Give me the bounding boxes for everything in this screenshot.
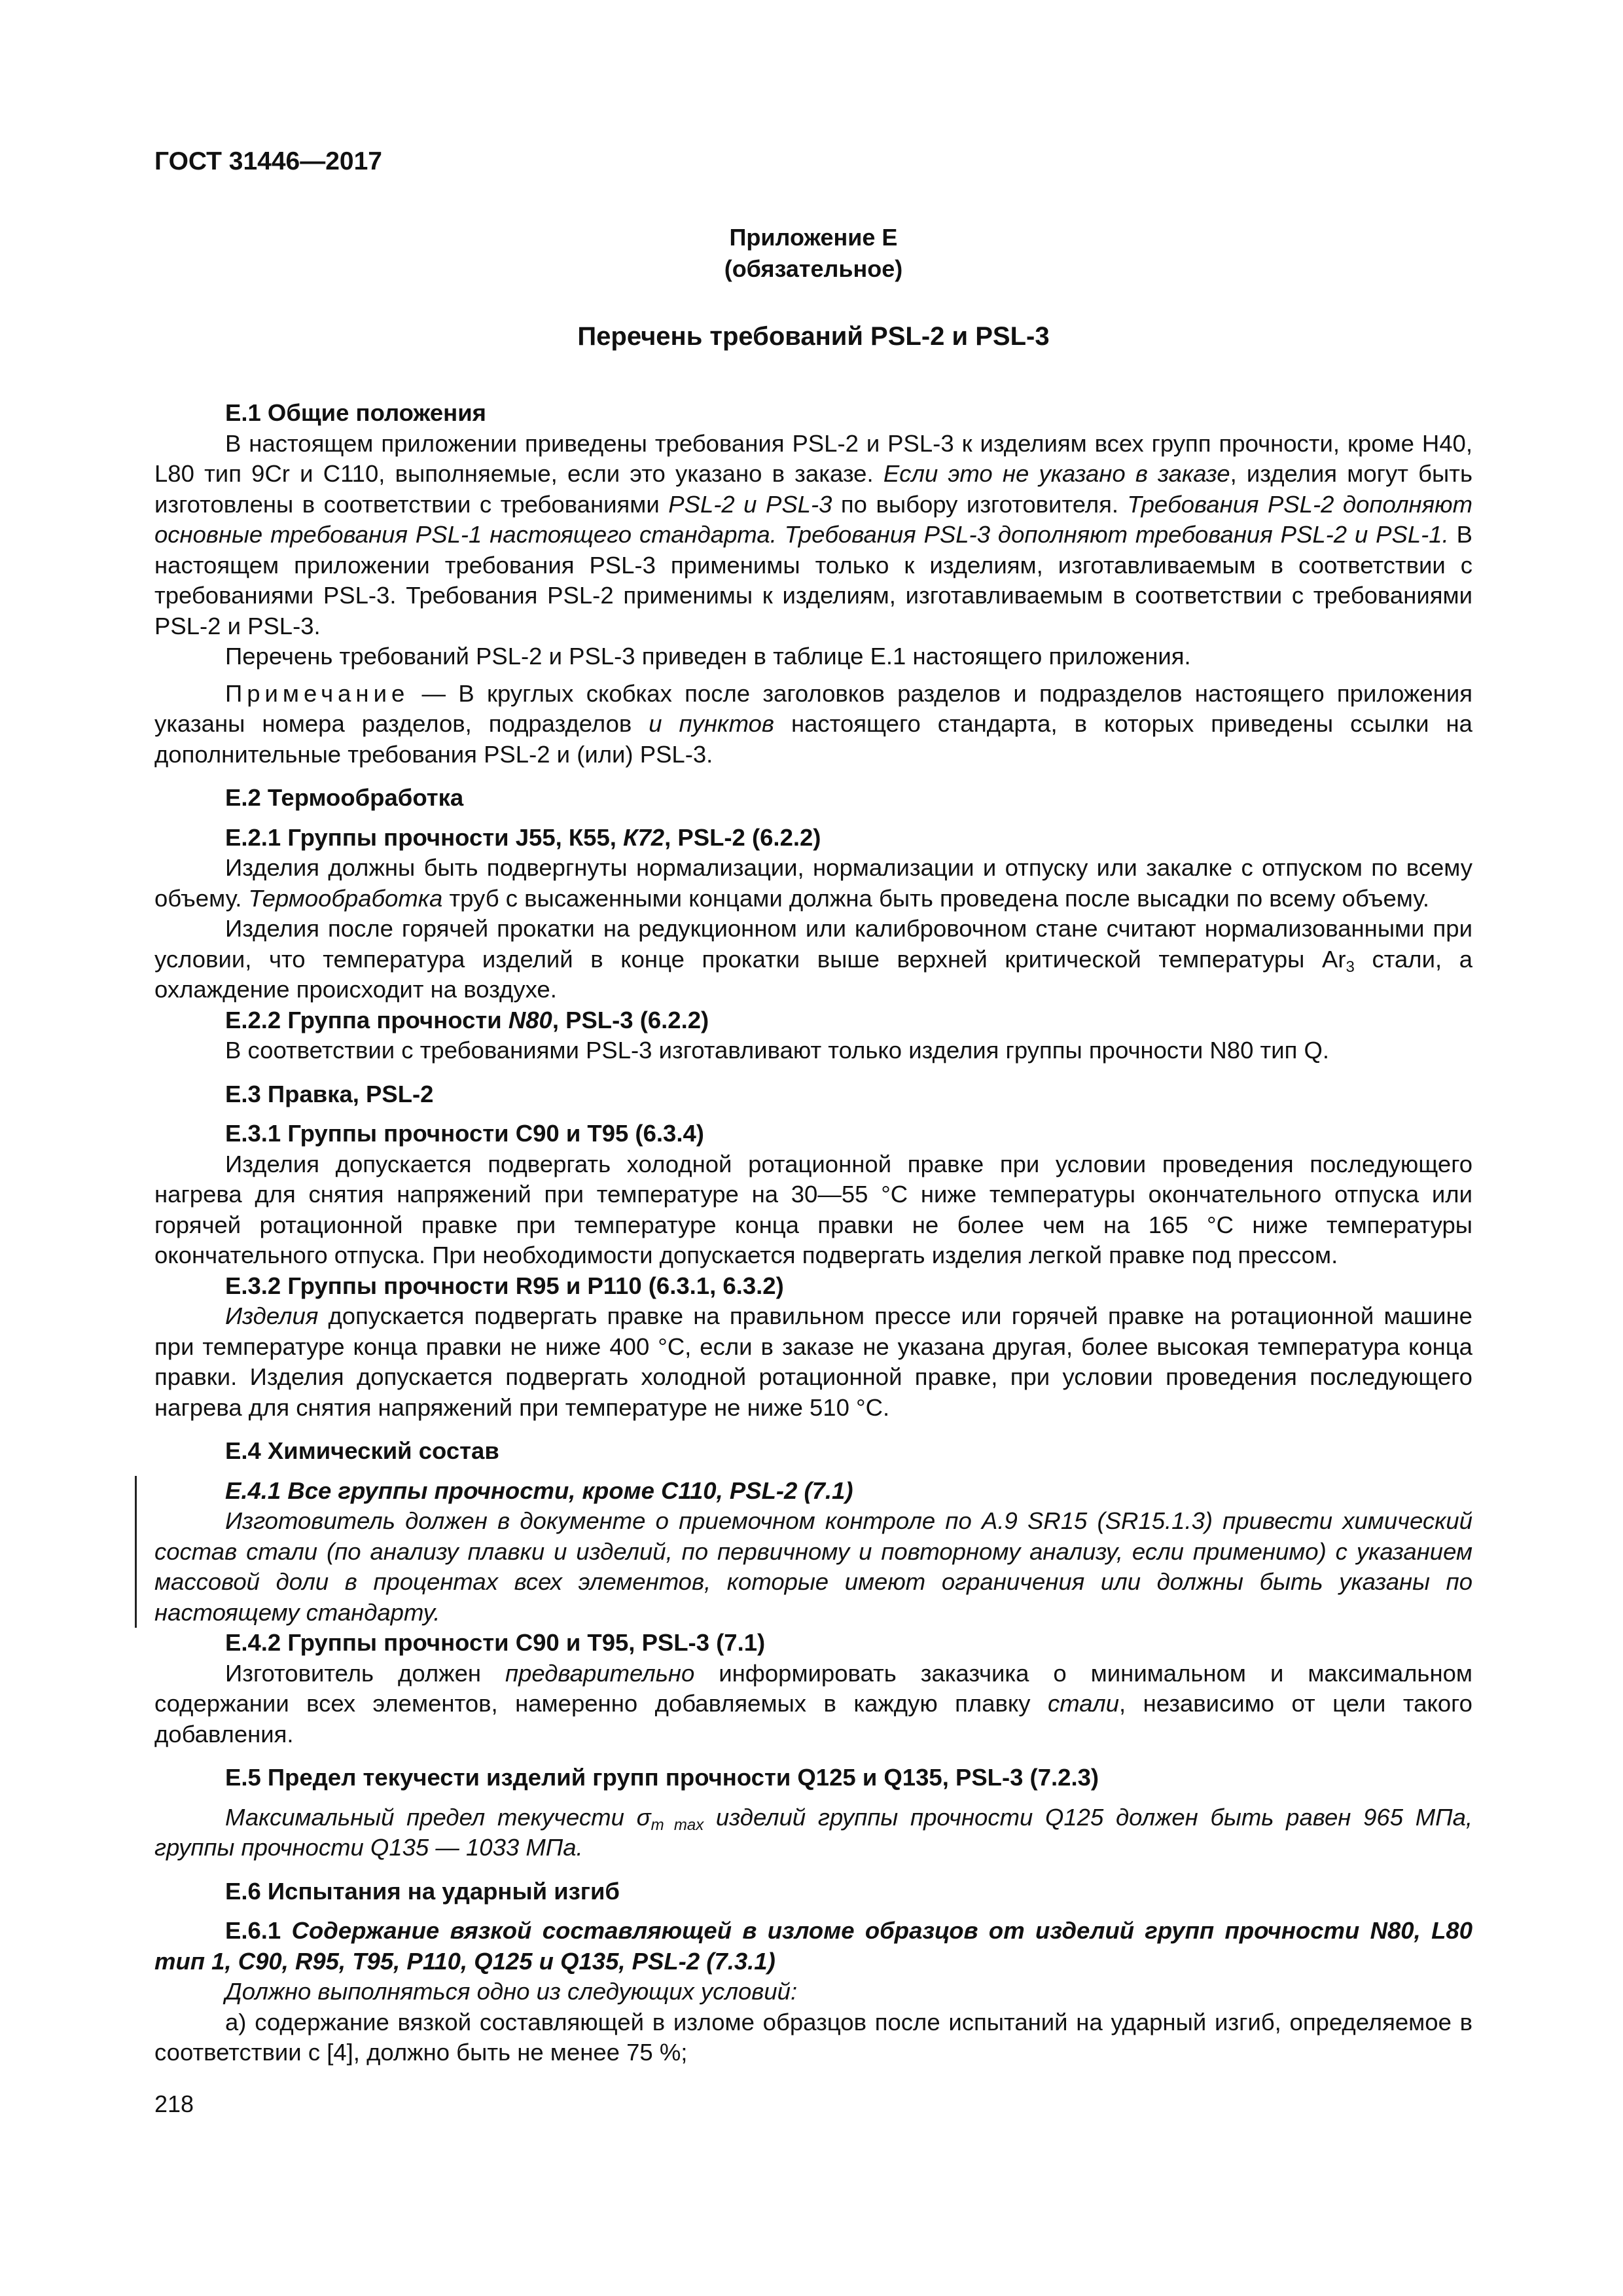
subsection-heading-e6-1: Е.6.1 Содержание вязкой составляющей в изломе образцов от изделий групп прочности N80, L80 тип 1, С90, R95, Т95, Р110, Q125 и Q135, PSL-2 (7.3.1) <box>154 1917 1473 1975</box>
subsection-heading-e3-2: Е.3.2 Группы прочности R95 и Р110 (6.3.1, 6.3.2) <box>225 1272 784 1299</box>
paragraph: Изделия должны быть подвергнуты нормализации, нормализации и отпуску или закалке с отпуском по всему объему. Термообработка труб с высаженными концами должна быть проведена после высадки по всему объему. <box>154 854 1472 912</box>
section-heading-e4: Е.4 Химический состав <box>225 1437 499 1464</box>
paragraph: Изделия допускается подвергать правке на правильном прессе или горячей правке на ротационной машине при температуре конца правки не ниже 400 °С, если в заказе не указана другая, более высокая температура конца правки. Изделия допускается подвергать холодной ротационной правке, при условии проведения последующего нагрева для снятия напряжений при температуре не ниже 510 °С. <box>154 1302 1472 1421</box>
paragraph: Изготовитель должен предварительно информировать заказчика о минимальном и максимальном содержании всех элементов, намеренно добавляемых в каждую плавку стали, независимо от цели такого добавления. <box>154 1659 1472 1748</box>
paragraph: Должно выполняться одно из следующих условий: <box>225 1978 798 2005</box>
section-heading-e1: Е.1 Общие положения <box>225 399 486 426</box>
paragraph: Изготовитель должен в документе о приемочном контроле по А.9 SR15 (SR15.1.3) привести химический состав стали (по анализу плавки и изделий, по первичному и повторному анализу, если применимо) с указанием массовой доли в процентах всех элементов, которые имеют ограничения или должны быть указаны по настоящему стандарту. <box>154 1507 1472 1626</box>
subsection-heading-e2-1: Е.2.1 Группы прочности J55, К55, К72, PSL-2 (6.2.2) <box>225 823 821 851</box>
annex-status: (обязательное) <box>724 255 903 282</box>
change-bar-block <box>135 1476 1472 1628</box>
paragraph: Изделия допускается подвергать холодной ротационной правке при условии проведения последующего нагрева для снятия напряжений при температуре на 30—55 °С ниже температуры окончательного отпуска или горячей ротационной правке при температуре конца правки не более чем на 165 °С ниже температуры окончательного отпуска. При необходимости допускается подвергать изделия легкой правке под прессом. <box>154 1150 1472 1268</box>
subsection-heading-e4-1: Е.4.1 Все группы прочности, кроме С110, PSL-2 (7.1) <box>225 1477 853 1504</box>
note-label: Примечание <box>225 679 410 707</box>
paragraph: В настоящем приложении приведены требования PSL-2 и PSL-3 к изделиям всех групп прочности, кроме Н40, L80 тип 9Cr и С110, выполняемые, если это указано в заказе. Если это не указано в заказе, изделия могут быть изготовлены в соответствии с требованиями PSL-2 и PSL-3 по выбору изготовителя. Требования PSL-2 дополняют основные требования PSL-1 настоящего стандарта. Требования PSL-3 дополняют требования PSL-2 и PSL-1. В настоящем приложении требования PSL-3 применимы только к изделиям, изготавливаемым в соответствии с требованиями PSL-3. Требования PSL-2 применимы к изделиям, изготавливаемым в соответствии с требованиями PSL-2 и PSL-3. <box>154 429 1472 639</box>
subsection-heading-e4-2: Е.4.2 Группы прочности С90 и Т95, PSL-3 (7.1) <box>225 1629 766 1656</box>
paragraph: Максимальный предел текучести $\sigma_{т max}$ изделий группы прочности Q125 должен быть равен 965 МПа, группы прочности Q135 — 1033 МПа. <box>154 1803 1473 1861</box>
paragraph: В соответствии с требованиями PSL-3 изготавливают только изделия группы прочности N80 тип Q. <box>225 1037 1330 1064</box>
section-heading-e3: Е.3 Правка, PSL-2 <box>225 1080 434 1107</box>
subsection-heading-e2-2: Е.2.2 Группа прочности N80, PSL-3 (6.2.2) <box>225 1006 709 1033</box>
page-title: Перечень требований PSL-2 и PSL-3 <box>577 322 1050 351</box>
page-number: 218 <box>154 2090 194 2117</box>
annex-title: Приложение Е <box>729 224 898 251</box>
list-item: а) содержание вязкой составляющей в изломе образцов после испытаний на ударный изгиб, определяемое в соответствии с [4], должно быть не менее 75 %; <box>154 2008 1472 2066</box>
paragraph: Изделия после горячей прокатки на редукционном или калибровочном стане считают нормализованными при условии, что температура изделий в конце прокатки выше верхней критической температуры $Ar_3$ стали, а охлаждение происходит на воздухе. <box>154 915 1473 1003</box>
document-body <box>154 398 1472 2068</box>
section-heading-e5: Е.5 Предел текучести изделий групп прочности Q125 и Q135, PSL-3 (7.2.3) <box>225 1764 1099 1791</box>
section-heading-e2: Е.2 Термообработка <box>225 784 464 811</box>
document-header: ГОСТ 31446—2017 <box>154 147 382 175</box>
section-heading-e6: Е.6 Испытания на ударный изгиб <box>225 1877 620 1905</box>
paragraph: Перечень требований PSL-2 и PSL-3 приведен в таблице Е.1 настоящего приложения. <box>225 643 1191 670</box>
subsection-heading-e3-1: Е.3.1 Группы прочности С90 и Т95 (6.3.4) <box>225 1120 704 1147</box>
note: Примечание — В круглых скобках после заголовков разделов и подразделов настоящего приложения указаны номера разделов, подразделов и пунктов настоящего стандарта, в которых приведены ссылки на дополнительные требования PSL-2 и (или) PSL-3. <box>154 679 1472 768</box>
